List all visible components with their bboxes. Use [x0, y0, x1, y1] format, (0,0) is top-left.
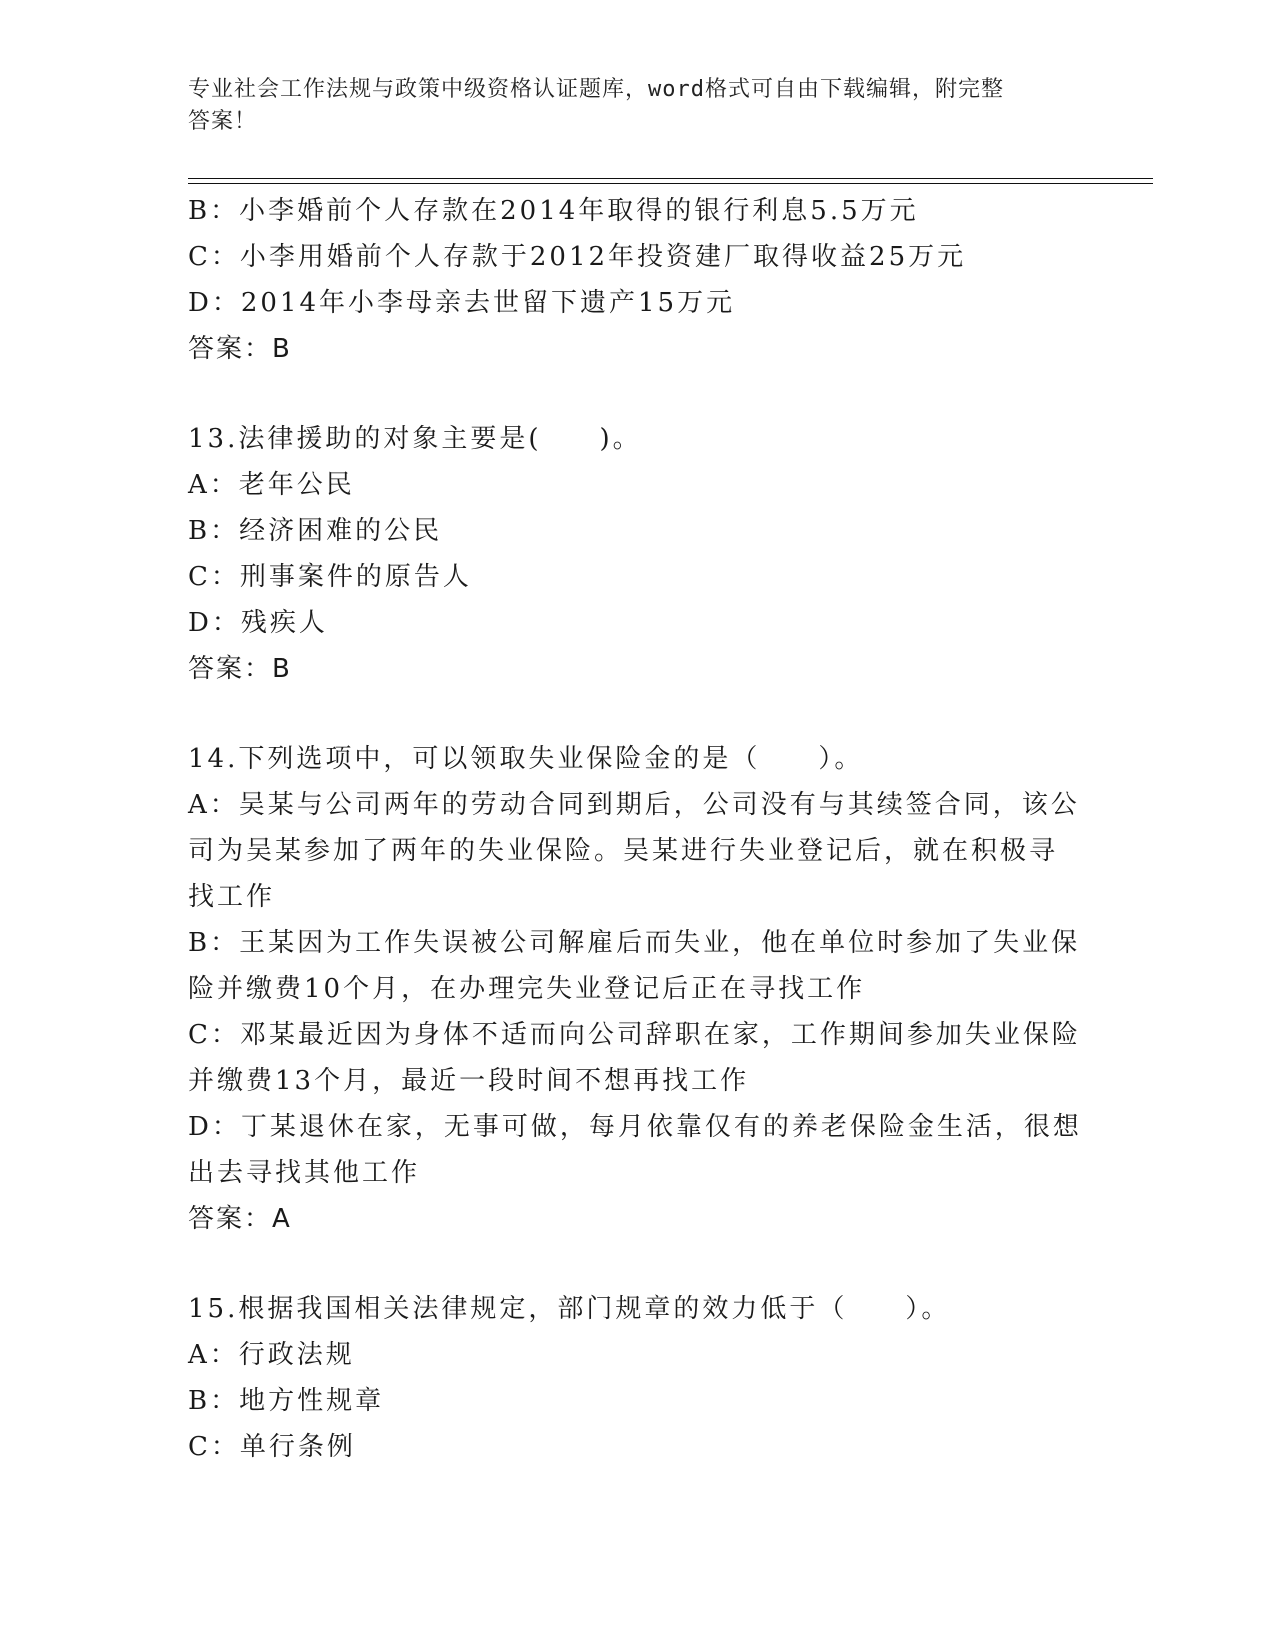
q13-option-b: B：经济困难的公民 [188, 516, 443, 546]
header-divider-top [188, 178, 1153, 179]
q14-option-c-line-2: 并缴费13个月，最近一段时间不想再找工作 [188, 1066, 750, 1096]
q15-option-c: C：单行条例 [188, 1432, 356, 1462]
q15-option-a: A：行政法规 [188, 1340, 355, 1370]
q12-answer: 答案：B [188, 334, 292, 364]
q13-option-c: C：刑事案件的原告人 [188, 562, 472, 592]
q15-question: 15.根据我国相关法律规定，部门规章的效力低于（ ）。 [188, 1294, 951, 1324]
q14-question: 14.下列选项中，可以领取失业保险金的是（ ）。 [188, 744, 864, 774]
question-12 [188, 188, 1078, 372]
question-13 [188, 416, 1078, 692]
header-line-1: 专业社会工作法规与政策中级资格认证题库，word格式可自由下载编辑，附完整 [188, 77, 1004, 102]
q14-option-b-line-1: B：王某因为工作失误被公司解雇后而失业，他在单位时参加了失业保 [188, 928, 1081, 958]
q14-option-c-line-1: C：邓某最近因为身体不适而向公司辞职在家，工作期间参加失业保险 [188, 1020, 1081, 1050]
q12-option-d: D：2014年小李母亲去世留下遗产15万元 [188, 288, 736, 318]
spacer [188, 1242, 1078, 1286]
question-14 [188, 736, 1082, 1242]
header-line-2: 答案！ [188, 109, 258, 134]
header-divider-bottom [188, 183, 1153, 184]
q14-option-d-line-2: 出去寻找其他工作 [188, 1158, 421, 1188]
q13-option-d: D：残疾人 [188, 608, 328, 638]
question-15 [188, 1286, 1078, 1470]
spacer [188, 372, 1078, 416]
document-header [188, 74, 1068, 138]
question-list [188, 188, 1082, 1470]
q13-option-a: A：老年公民 [188, 470, 355, 500]
q12-option-b: B：小李婚前个人存款在2014年取得的银行利息5.5万元 [188, 196, 919, 226]
q14-option-a-line-3: 找工作 [188, 882, 276, 912]
q14-option-b-line-2: 险并缴费10个月，在办理完失业登记后正在寻找工作 [188, 974, 866, 1004]
q15-option-b: B：地方性规章 [188, 1386, 385, 1416]
q13-answer: 答案：B [188, 654, 292, 684]
q13-question: 13.法律援助的对象主要是( )。 [188, 424, 642, 454]
q12-option-c: C：小李用婚前个人存款于2012年投资建厂取得收益25万元 [188, 242, 967, 272]
spacer [188, 692, 1078, 736]
q14-option-a-line-1: A：吴某与公司两年的劳动合同到期后，公司没有与其续签合同，该公 [188, 790, 1080, 820]
q14-option-d-line-1: D：丁某退休在家，无事可做，每月依靠仅有的养老保险金生活，很想 [188, 1112, 1082, 1142]
q14-answer: 答案：A [188, 1204, 292, 1234]
q14-option-a-line-2: 司为吴某参加了两年的失业保险。吴某进行失业登记后，就在积极寻 [188, 836, 1059, 866]
